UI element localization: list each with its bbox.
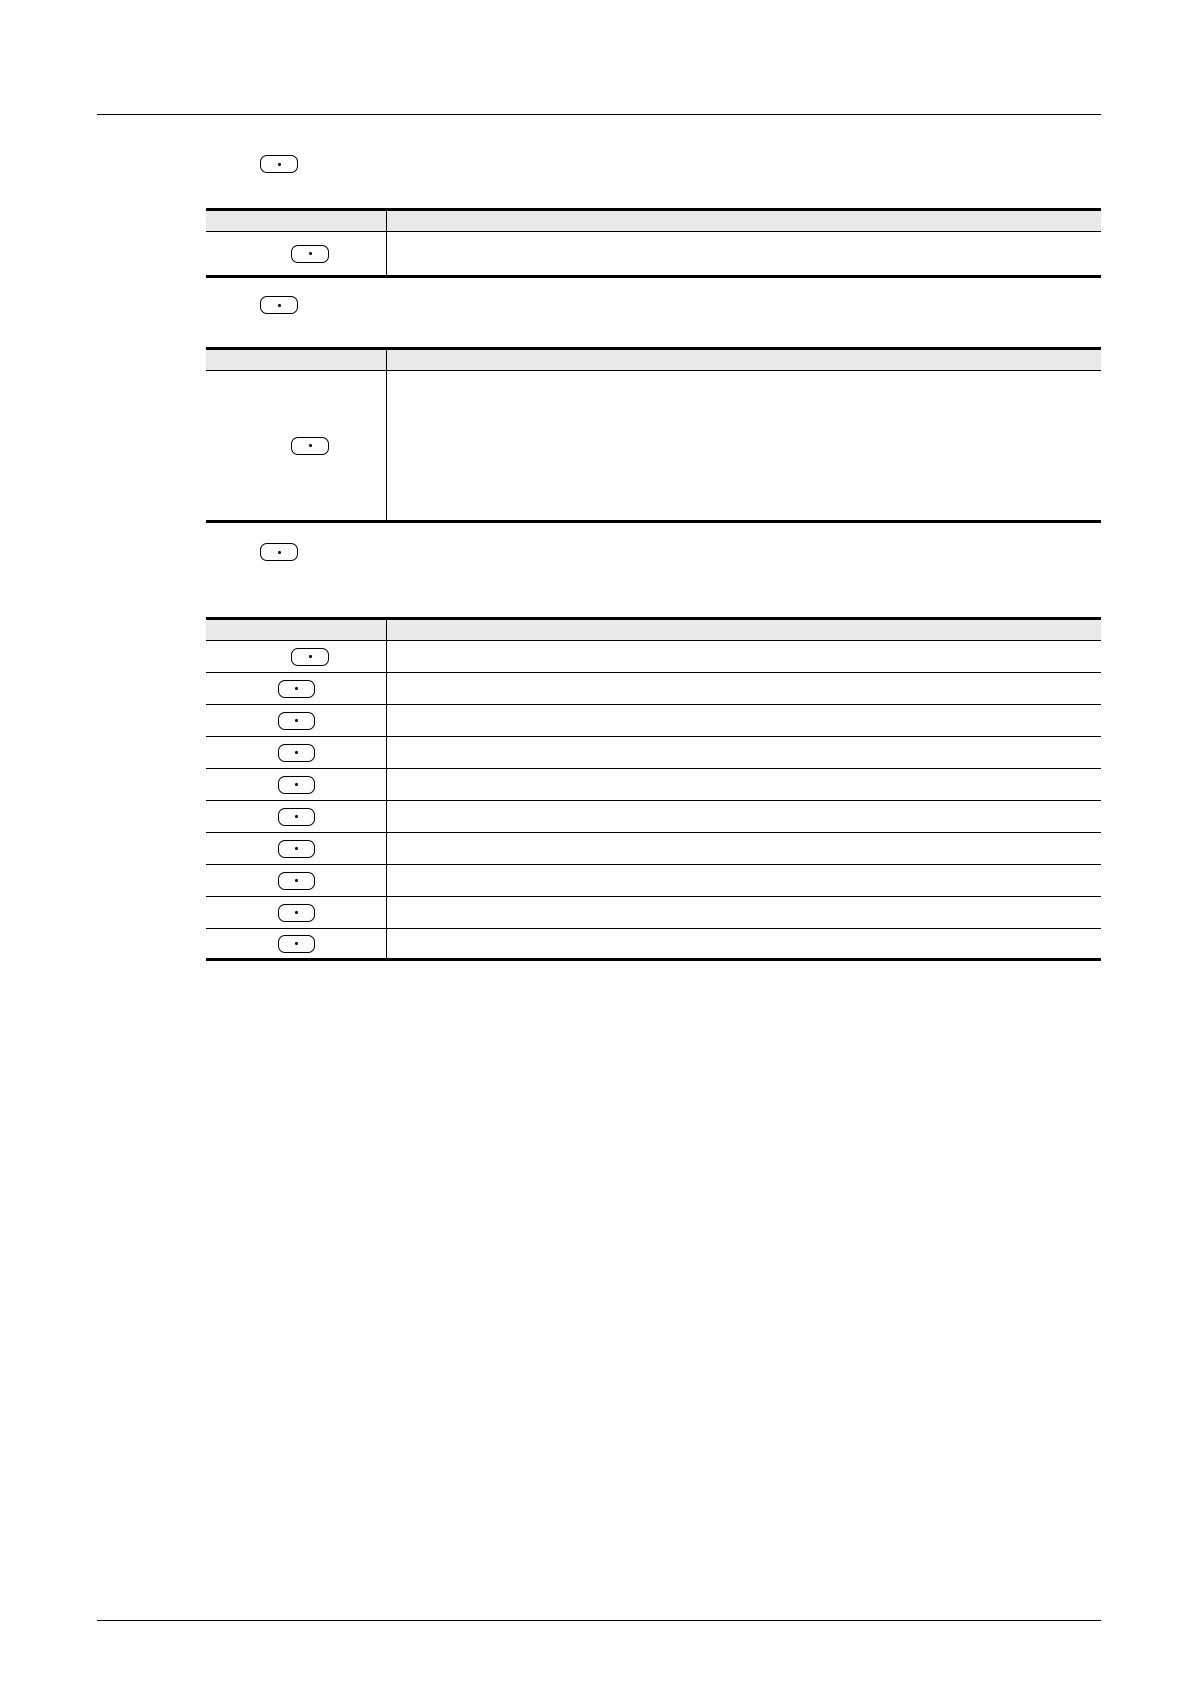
table-row — [206, 929, 1101, 961]
rounded-key-icon — [260, 296, 298, 314]
rounded-key-icon — [291, 437, 329, 455]
key-cell — [206, 929, 387, 958]
description-cell — [387, 801, 1101, 832]
key-cell — [206, 865, 387, 896]
description-cell — [387, 705, 1101, 736]
key-cell — [206, 897, 387, 928]
rounded-key-icon — [278, 840, 315, 858]
rounded-key-icon — [278, 680, 315, 698]
rounded-key-icon — [278, 935, 315, 953]
rounded-key-icon — [278, 776, 315, 794]
table-row — [206, 769, 1101, 801]
rounded-key-icon — [278, 872, 315, 890]
description-cell — [387, 929, 1101, 958]
key-cell — [206, 737, 387, 768]
key-cell — [206, 641, 387, 672]
table-row — [206, 232, 1101, 278]
table-header — [206, 617, 1101, 641]
table-row — [206, 897, 1101, 929]
header-cell-description — [387, 620, 1101, 640]
description-cell — [387, 897, 1101, 928]
rounded-key-icon — [260, 155, 298, 173]
rounded-key-icon — [278, 744, 315, 762]
rounded-key-icon — [278, 808, 315, 826]
description-cell — [387, 833, 1101, 864]
description-cell — [387, 769, 1101, 800]
header-cell-description — [387, 211, 1101, 231]
table-row — [206, 705, 1101, 737]
table-header — [206, 208, 1101, 232]
key-table-3 — [206, 617, 1101, 961]
key-cell — [206, 673, 387, 704]
key-cell — [206, 232, 387, 275]
description-cell — [387, 371, 1101, 520]
table-header — [206, 347, 1101, 371]
header-cell-key — [206, 211, 387, 231]
table-row — [206, 641, 1101, 673]
key-table-1 — [206, 208, 1101, 278]
header-cell-key — [206, 620, 387, 640]
description-cell — [387, 641, 1101, 672]
table-row — [206, 833, 1101, 865]
header-cell-key — [206, 350, 387, 370]
header-rule — [97, 114, 1101, 115]
key-cell — [206, 801, 387, 832]
rounded-key-icon — [291, 648, 329, 666]
table-row — [206, 673, 1101, 705]
rounded-key-icon — [278, 904, 315, 922]
key-cell — [206, 833, 387, 864]
rounded-key-icon — [278, 712, 315, 730]
key-table-2 — [206, 347, 1101, 523]
description-cell — [387, 737, 1101, 768]
description-cell — [387, 232, 1101, 275]
table-row — [206, 801, 1101, 833]
rounded-key-icon — [291, 245, 329, 263]
rounded-key-icon — [260, 543, 298, 561]
key-cell — [206, 769, 387, 800]
table-row — [206, 371, 1101, 523]
description-cell — [387, 865, 1101, 896]
header-cell-description — [387, 350, 1101, 370]
description-cell — [387, 673, 1101, 704]
key-cell — [206, 705, 387, 736]
table-row — [206, 737, 1101, 769]
table-row — [206, 865, 1101, 897]
footer-rule — [97, 1620, 1101, 1621]
key-cell — [206, 371, 387, 520]
